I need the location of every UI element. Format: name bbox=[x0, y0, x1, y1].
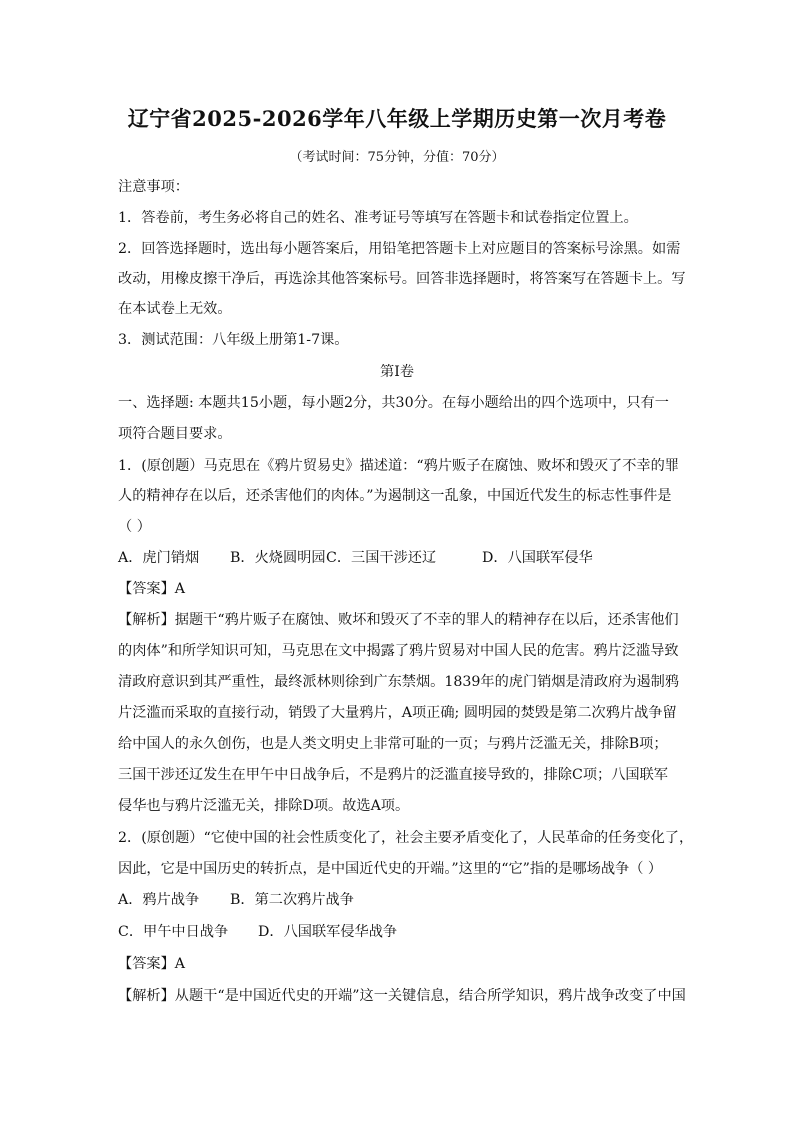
notes-heading: 注意事项： bbox=[118, 179, 189, 195]
note-item-3: 3．测试范围：八年级上册第1-7课。 bbox=[118, 332, 349, 348]
q1-explanation-line-7: 侵华也与鸦片泛滥无关，排除D项。故选A项。 bbox=[118, 798, 410, 814]
q2-option-d: D．八国联军侵华战争 bbox=[258, 924, 398, 940]
q1-option-b: B．火烧圆明园 bbox=[230, 550, 326, 566]
q1-option-c: C．三国干涉还辽 bbox=[326, 550, 437, 566]
q2-options-row-2 bbox=[118, 922, 678, 942]
q2-option-c: C．甲午中日战争 bbox=[118, 924, 229, 940]
q1-stem-line-2: 人的精神存在以后，还杀害他们的肉体。”为遏制这一乱象，中国近代发生的标志性事件是 bbox=[118, 488, 672, 504]
note-item-2-line-1: 2．回答选择题时，选出每小题答案后，用铅笔把答题卡上对应题目的答案标号涂黑。如需 bbox=[118, 241, 681, 257]
q2-option-a: A．鸦片战争 bbox=[118, 892, 200, 908]
q1-explanation-line-3: 清政府意识到其严重性，最终派林则徐到广东禁烟。1839年的虎门销烟是清政府为遏制鸦 bbox=[118, 674, 680, 690]
section-intro-line-1: 一、选择题: 本题共15小题，每小题2分，共30分。在每小题给出的四个选项中，只有一 bbox=[118, 395, 669, 411]
section-intro-line-2: 项符合题目要求。 bbox=[118, 426, 232, 442]
q1-option-a: A．虎门销烟 bbox=[118, 550, 200, 566]
q2-explanation-line-1: 【解析】从题干“是中国近代史的开端”这一关键信息，结合所学知识，鸦片战争改变了中国 bbox=[118, 988, 686, 1004]
q1-explanation-line-1: 【解析】据题干“鸦片贩子在腐蚀、败坏和毁灭了不幸的罪人的精神存在以后，还杀害他们 bbox=[118, 612, 679, 628]
q1-explanation-line-4: 片泛滥而采取的直接行动，销毁了大量鸦片，A项正确; 圆明园的焚毁是第二次鸦片战争留 bbox=[118, 705, 677, 721]
q1-stem-line-3: （ ） bbox=[118, 519, 151, 535]
q2-option-b: B．第二次鸦片战争 bbox=[230, 892, 354, 908]
q2-answer: 【答案】A bbox=[118, 956, 185, 972]
q2-options-row-1 bbox=[118, 890, 678, 910]
q1-option-d: D．八国联军侵华 bbox=[482, 550, 593, 566]
section-label: 第I卷 bbox=[380, 364, 414, 380]
q1-options bbox=[118, 548, 678, 568]
exam-duration-score: （考试时间：75分钟，分值：70分） bbox=[289, 150, 505, 165]
note-item-1: 1．答卷前，考生务必将自己的姓名、准考证号等填写在答题卡和试卷指定位置上。 bbox=[118, 210, 638, 226]
q1-stem-line-1: 1．(原创题）马克思在《鸦片贸易史》描述道：“鸦片贩子在腐蚀、败坏和毁灭了不幸的罪 bbox=[118, 458, 679, 474]
q2-stem-line-1: 2．(原创题）“它使中国的社会性质变化了，社会主要矛盾变化了，人民革命的任务变化了， bbox=[118, 830, 694, 846]
q1-answer: 【答案】A bbox=[118, 581, 185, 597]
q1-explanation-line-6: 三国干涉还辽发生在甲午中日战争后，不是鸦片的泛滥直接导致的，排除C项；八国联军 bbox=[118, 767, 668, 783]
q2-stem-line-2: 因此，它是中国历史的转折点，是中国近代史的开端。”这里的“它”指的是哪场战争（ ） bbox=[118, 861, 663, 877]
note-item-2-line-3: 在本试卷上无效。 bbox=[118, 301, 232, 317]
q1-explanation-line-5: 给中国人的永久创伤，也是人类文明史上非常可耻的一页；与鸦片泛滥无关，排除B项； bbox=[118, 736, 668, 752]
note-item-2-line-2: 改动，用橡皮擦干净后，再选涂其他答案标号。回答非选择题时，将答案写在答题卡上。写 bbox=[118, 271, 686, 287]
page-title: 辽宁省2025-2026学年八年级上学期历史第一次月考卷 bbox=[127, 106, 667, 131]
q1-explanation-line-2: 的肉体”和所学知识可知，马克思在文中揭露了鸦片贸易对中国人民的危害。鸦片泛滥导致 bbox=[118, 643, 679, 659]
